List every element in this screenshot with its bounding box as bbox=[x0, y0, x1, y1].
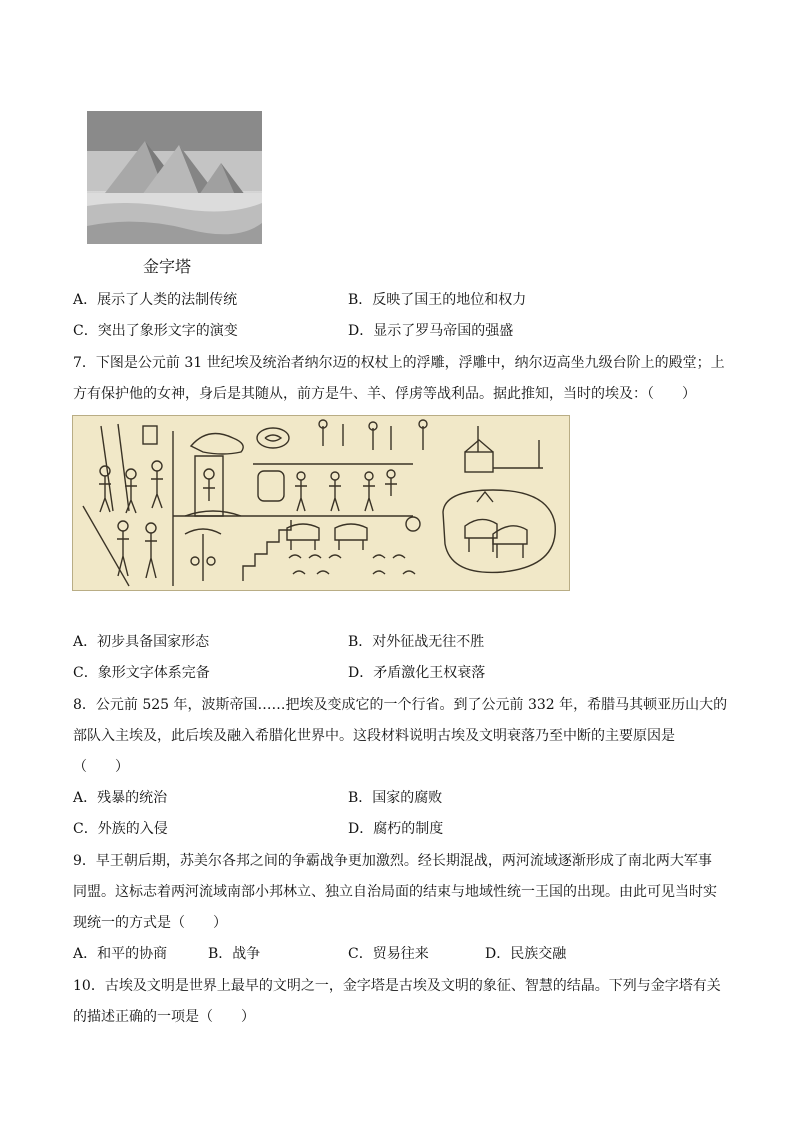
q7-stem-line-2: 方有保护他的女神，身后是其随从，前方是牛、羊、俘虏等战利品。据此推知，当时的埃及：（ ） bbox=[73, 386, 696, 402]
pyramids-illustration bbox=[87, 111, 262, 244]
q9-option-a: A．和平的协商 bbox=[73, 946, 168, 962]
q9-option-c: C．贸易往来 bbox=[348, 946, 429, 962]
q8-stem-line-1: 8．公元前 525 年，波斯帝国……把埃及变成它的一个行省。到了公元前 332 年，希腊马其顿亚历山大的 bbox=[73, 697, 728, 713]
q6-option-b: B．反映了国王的地位和权力 bbox=[348, 292, 527, 308]
relief-illustration bbox=[73, 416, 569, 590]
q9-option-b: B．战争 bbox=[208, 946, 261, 962]
q8-stem-line-2: 部队入主埃及，此后埃及融入希腊化世界中。这段材料说明古埃及文明衰落乃至中断的主要原因是 bbox=[73, 728, 675, 744]
q8-option-d: D．腐朽的制度 bbox=[348, 821, 444, 837]
q8-option-a: A．残暴的统治 bbox=[73, 790, 168, 806]
q7-option-d: D．矛盾激化王权衰落 bbox=[348, 665, 486, 681]
q10-stem-line-1: 10．古埃及文明是世界上最早的文明之一，金字塔是古埃及文明的象征、智慧的结晶。下列与金字塔有关 bbox=[73, 978, 721, 994]
q9-stem-line-2: 同盟。这标志着两河流域南部小邦林立、独立自治局面的结束与地域性统一王国的出现。由此可见当时实 bbox=[73, 884, 717, 900]
q6-option-c: C．突出了象形文字的演变 bbox=[73, 323, 238, 339]
q7-stem-line-1: 7．下图是公元前 31 世纪埃及统治者纳尔迈的权杖上的浮雕，浮雕中，纳尔迈高坐九级台阶上的殿堂；上 bbox=[73, 355, 725, 371]
q7-option-b: B．对外征战无往不胜 bbox=[348, 634, 485, 650]
q10-stem-line-2: 的描述正确的一项是（ ） bbox=[73, 1009, 255, 1025]
q9-stem-line-3: 现统一的方式是（ ） bbox=[73, 915, 227, 931]
q7-option-a: A．初步具备国家形态 bbox=[73, 634, 210, 650]
q9-option-d: D．民族交融 bbox=[485, 946, 567, 962]
figure-caption: 金字塔 bbox=[143, 257, 192, 276]
q9-stem-line-1: 9．早王朝后期，苏美尔各邦之间的争霸战争更加激烈。经长期混战，两河流域逐渐形成了南北两大军事 bbox=[73, 853, 712, 869]
q7-option-c: C．象形文字体系完备 bbox=[73, 665, 210, 681]
q8-option-c: C．外族的入侵 bbox=[73, 821, 168, 837]
q8-stem-line-3: （ ） bbox=[73, 759, 129, 775]
pyramids-photo bbox=[87, 111, 262, 244]
q6-option-a: A．展示了人类的法制传统 bbox=[73, 292, 238, 308]
narmer-relief-image bbox=[72, 415, 570, 591]
q6-option-d: D．显示了罗马帝国的强盛 bbox=[348, 323, 514, 339]
q8-option-b: B．国家的腐败 bbox=[348, 790, 443, 806]
